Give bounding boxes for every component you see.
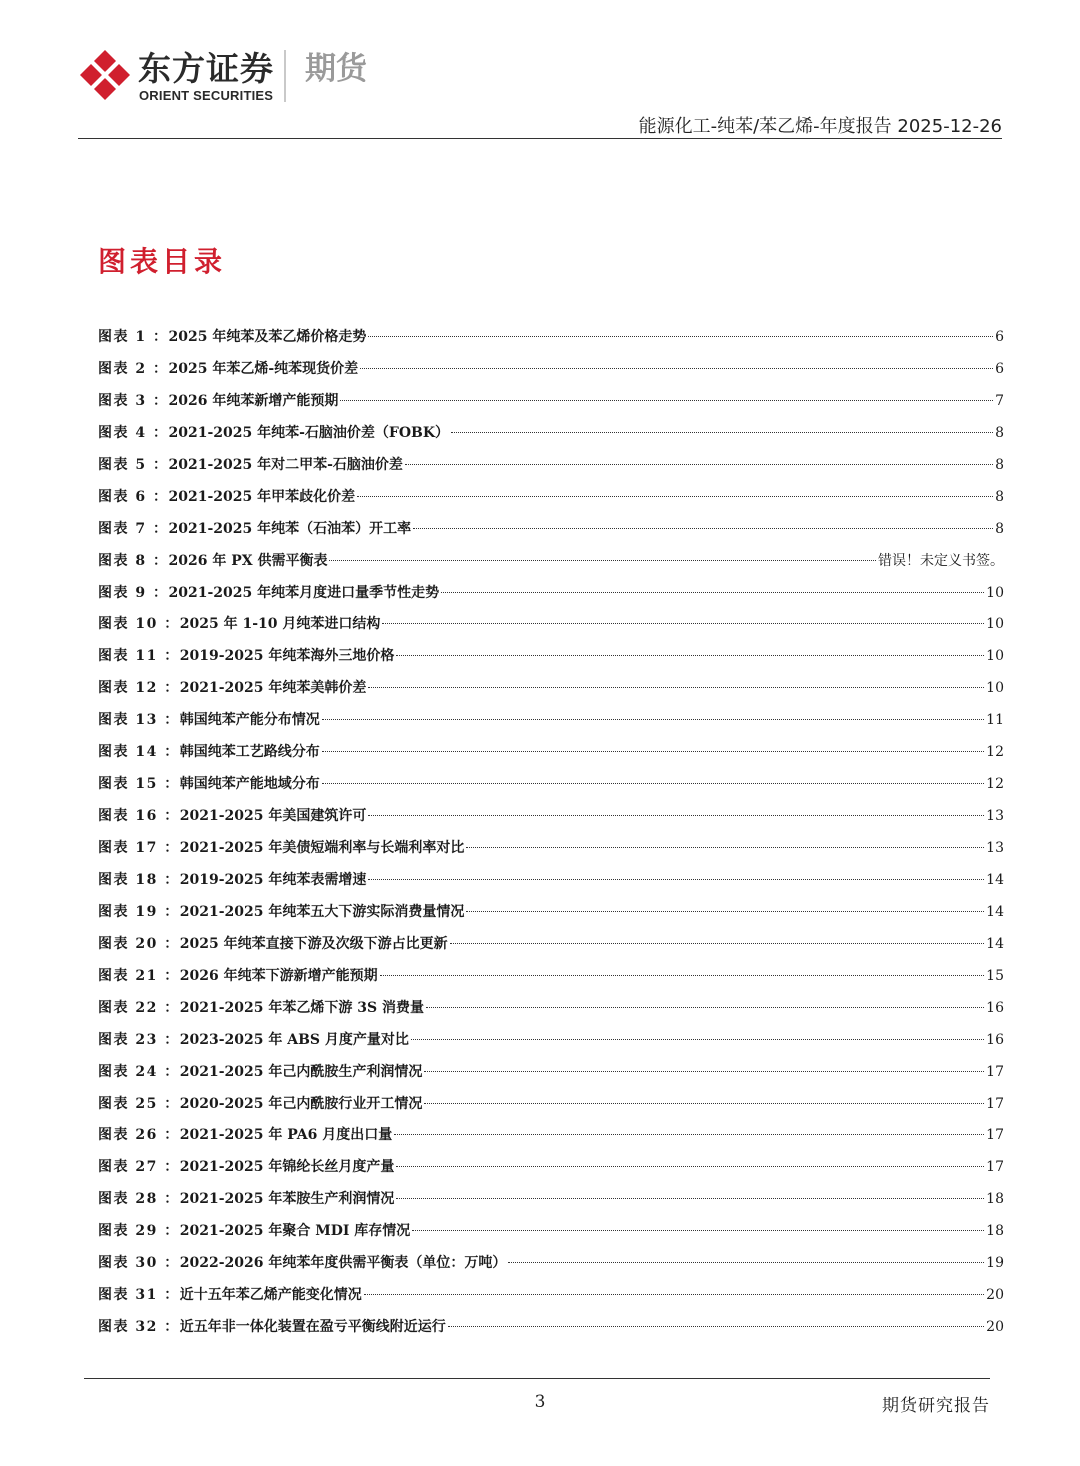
toc-entry-leader bbox=[396, 1198, 984, 1199]
toc-entry[interactable] bbox=[98, 801, 1004, 833]
toc-entry[interactable] bbox=[98, 322, 1004, 354]
toc-entry-page: 8 bbox=[995, 520, 1004, 537]
toc-entry-title: 2021-2025 年 PA6 月度出口量 bbox=[179, 1127, 393, 1144]
toc-entry-leader bbox=[368, 336, 993, 337]
toc-entry[interactable] bbox=[98, 705, 1004, 737]
toc-entry-label: 图表 18 ： bbox=[98, 871, 180, 888]
brand-english-name: ORIENT SECURITIES bbox=[139, 88, 274, 103]
toc-entry-page: 18 bbox=[986, 1191, 1004, 1208]
toc-entry-label: 图表 20 ： bbox=[98, 935, 180, 952]
toc-entry-leader bbox=[424, 1103, 984, 1104]
toc-entry-label: 图表 13 ： bbox=[98, 712, 180, 729]
toc-entry-label: 图表 29 ： bbox=[98, 1223, 180, 1240]
toc-entry-page: 17 bbox=[986, 1127, 1004, 1144]
toc-entry-title: 2025 年苯乙烯-纯苯现货价差 bbox=[168, 360, 359, 377]
toc-entry-leader bbox=[322, 783, 984, 784]
toc-entry-leader bbox=[368, 879, 984, 880]
toc-entry-leader bbox=[322, 751, 984, 752]
brand-divider bbox=[284, 50, 286, 102]
toc-entry-leader bbox=[396, 655, 984, 656]
toc-entry-leader bbox=[466, 847, 984, 848]
toc-entry[interactable] bbox=[98, 609, 1004, 641]
toc-entry-page: 7 bbox=[995, 392, 1004, 409]
toc-entry-label: 图表 17 ： bbox=[98, 840, 180, 856]
toc-entry-leader bbox=[426, 1007, 984, 1008]
toc-entry[interactable] bbox=[98, 418, 1004, 450]
toc-entry-title: 2021-2025 年锦纶长丝月度产量 bbox=[179, 1159, 395, 1176]
toc-entry-leader bbox=[368, 815, 984, 816]
toc-entry-leader bbox=[405, 464, 993, 465]
toc-entry[interactable] bbox=[98, 769, 1004, 801]
toc-entry[interactable] bbox=[98, 482, 1004, 514]
toc-entry-title: 2019-2025 年纯苯表需增速 bbox=[179, 871, 367, 888]
toc-entry[interactable] bbox=[98, 1280, 1004, 1312]
toc-entry-label: 图表 3 ： bbox=[98, 392, 169, 409]
toc-entry-page: 13 bbox=[986, 840, 1004, 856]
toc-entry[interactable] bbox=[98, 1057, 1004, 1089]
toc-entry[interactable] bbox=[98, 450, 1004, 482]
toc-entry[interactable] bbox=[98, 1216, 1004, 1248]
toc-entry[interactable] bbox=[98, 1089, 1004, 1121]
page-number: 3 bbox=[534, 1392, 546, 1412]
toc-entry-label: 图表 10 ： bbox=[98, 616, 180, 633]
toc-entry-page: 11 bbox=[986, 712, 1004, 729]
toc-entry-page: 错误！未定义书签。 bbox=[878, 552, 1004, 569]
toc-entry-leader bbox=[329, 560, 876, 561]
toc-entry[interactable] bbox=[98, 514, 1004, 546]
toc-entry[interactable] bbox=[98, 897, 1004, 929]
toc-entry-page: 10 bbox=[986, 584, 1004, 601]
toc-entry[interactable] bbox=[98, 1184, 1004, 1216]
toc-entry[interactable] bbox=[98, 1312, 1004, 1344]
footer-divider bbox=[84, 1378, 990, 1379]
toc-entry-title: 2021-2025 年纯苯（石油苯）开工率 bbox=[168, 520, 412, 537]
header-divider bbox=[78, 138, 1002, 139]
toc-entry-label: 图表 28 ： bbox=[98, 1191, 180, 1208]
toc-entry[interactable] bbox=[98, 929, 1004, 961]
toc-entry-page: 14 bbox=[986, 903, 1004, 920]
toc-entry-page: 8 bbox=[995, 488, 1004, 505]
toc-entry-page: 10 bbox=[986, 648, 1004, 665]
toc-entry-leader bbox=[364, 1294, 984, 1295]
toc-entry-page: 17 bbox=[986, 1159, 1004, 1176]
toc-entry-label: 图表 32 ： bbox=[98, 1319, 180, 1336]
toc-entry-label: 图表 26 ： bbox=[98, 1127, 180, 1144]
toc-entry-page: 15 bbox=[986, 967, 1004, 984]
toc-entry-leader bbox=[451, 432, 993, 433]
toc-entry[interactable] bbox=[98, 1025, 1004, 1057]
toc-entry-label: 图表 25 ： bbox=[98, 1095, 180, 1112]
toc-entry[interactable] bbox=[98, 354, 1004, 386]
toc-entry-label: 图表 16 ： bbox=[98, 808, 180, 825]
toc-entry-page: 10 bbox=[986, 680, 1004, 697]
toc-entry[interactable] bbox=[98, 673, 1004, 705]
toc-entry-leader bbox=[380, 975, 985, 976]
toc-entry-leader bbox=[424, 1071, 984, 1072]
toc-entry[interactable] bbox=[98, 1120, 1004, 1152]
toc-entry-label: 图表 9 ： bbox=[98, 584, 169, 601]
toc-entry-title: 2021-2025 年苯胺生产利润情况 bbox=[179, 1191, 395, 1208]
toc-entry[interactable] bbox=[98, 865, 1004, 897]
toc-entry-title: 2021-2025 年甲苯歧化价差 bbox=[168, 488, 356, 505]
toc-entry[interactable] bbox=[98, 1248, 1004, 1280]
toc-entry-label: 图表 19 ： bbox=[98, 903, 180, 920]
toc-entry-page: 18 bbox=[986, 1223, 1004, 1240]
toc-entry-label: 图表 21 ： bbox=[98, 967, 180, 984]
toc-entry-label: 图表 11 ： bbox=[98, 648, 180, 665]
toc-entry-title: 2021-2025 年对二甲苯-石脑油价差 bbox=[168, 456, 403, 473]
toc-entry-label: 图表 14 ： bbox=[98, 744, 180, 761]
toc-entry-title: 2025 年纯苯及苯乙烯价格走势 bbox=[168, 329, 367, 345]
toc-entry[interactable] bbox=[98, 546, 1004, 578]
report-title: 能源化工-纯苯/苯乙烯-年度报告 2025-12-26 bbox=[638, 116, 1002, 137]
toc-entry[interactable] bbox=[98, 993, 1004, 1025]
toc-list bbox=[98, 322, 1004, 1344]
toc-entry-page: 20 bbox=[986, 1287, 1004, 1304]
toc-title: 图表目录 bbox=[98, 245, 227, 278]
toc-entry-label: 图表 1 ： bbox=[98, 329, 169, 345]
toc-entry-title: 近十五年苯乙烯产能变化情况 bbox=[179, 1287, 362, 1304]
toc-entry[interactable] bbox=[98, 833, 1004, 865]
toc-entry-page: 16 bbox=[986, 999, 1004, 1016]
toc-entry-title: 2021-2025 年纯苯-石脑油价差（FOBK） bbox=[168, 424, 450, 441]
toc-entry-title: 2022-2026 年纯苯年度供需平衡表（单位：万吨） bbox=[179, 1255, 507, 1272]
toc-entry-title: 2026 年纯苯下游新增产能预期 bbox=[179, 967, 378, 984]
toc-entry-page: 10 bbox=[986, 616, 1004, 633]
toc-entry-leader bbox=[508, 1262, 984, 1263]
toc-entry-label: 图表 8 ： bbox=[98, 552, 169, 569]
toc-entry-leader bbox=[396, 1166, 984, 1167]
toc-entry[interactable] bbox=[98, 1152, 1004, 1184]
toc-entry-label: 图表 22 ： bbox=[98, 999, 180, 1016]
toc-entry-leader bbox=[360, 368, 993, 369]
toc-entry-title: 2021-2025 年聚合 MDI 库存情况 bbox=[179, 1223, 411, 1240]
toc-entry-label: 图表 23 ： bbox=[98, 1031, 180, 1048]
toc-entry-title: 2021-2025 年纯苯美韩价差 bbox=[179, 680, 367, 697]
toc-entry-leader bbox=[466, 911, 984, 912]
toc-entry-title: 韩国纯苯工艺路线分布 bbox=[179, 744, 320, 761]
toc-entry-page: 13 bbox=[986, 808, 1004, 825]
toc-entry-title: 近五年非一体化装置在盈亏平衡线附近运行 bbox=[179, 1319, 446, 1336]
toc-entry-page: 17 bbox=[986, 1095, 1004, 1112]
toc-entry-title: 韩国纯苯产能地域分布 bbox=[179, 776, 320, 793]
toc-entry-leader bbox=[412, 1230, 984, 1231]
toc-entry-title: 2026 年 PX 供需平衡表 bbox=[168, 552, 328, 569]
toc-entry-title: 韩国纯苯产能分布情况 bbox=[179, 712, 320, 729]
toc-entry-page: 17 bbox=[986, 1063, 1004, 1080]
toc-entry[interactable] bbox=[98, 578, 1004, 610]
footer-label: 期货研究报告 bbox=[882, 1396, 990, 1416]
toc-entry[interactable] bbox=[98, 641, 1004, 673]
toc-entry-page: 12 bbox=[986, 776, 1004, 793]
toc-entry-leader bbox=[357, 496, 993, 497]
toc-entry-page: 20 bbox=[986, 1319, 1004, 1336]
toc-entry[interactable] bbox=[98, 737, 1004, 769]
toc-entry-title: 2023-2025 年 ABS 月度产量对比 bbox=[179, 1031, 409, 1048]
toc-entry-leader bbox=[394, 1134, 984, 1135]
toc-entry-leader bbox=[448, 1326, 984, 1327]
toc-entry-label: 图表 7 ： bbox=[98, 520, 169, 537]
toc-entry-page: 8 bbox=[995, 424, 1004, 441]
toc-entry-label: 图表 30 ： bbox=[98, 1255, 180, 1272]
toc-entry-label: 图表 6 ： bbox=[98, 488, 169, 505]
toc-entry-title: 2021-2025 年美国建筑许可 bbox=[179, 808, 367, 825]
toc-entry-leader bbox=[340, 400, 993, 401]
toc-entry-label: 图表 5 ： bbox=[98, 456, 169, 473]
toc-entry-title: 2025 年纯苯直接下游及次级下游占比更新 bbox=[179, 935, 448, 952]
toc-entry-leader bbox=[411, 1039, 984, 1040]
toc-entry-title: 2019-2025 年纯苯海外三地价格 bbox=[179, 648, 395, 665]
toc-entry-page: 6 bbox=[995, 360, 1004, 377]
toc-entry-title: 2021-2025 年纯苯五大下游实际消费量情况 bbox=[179, 903, 465, 920]
toc-entry-page: 8 bbox=[995, 456, 1004, 473]
toc-entry-title: 2021-2025 年己内酰胺生产利润情况 bbox=[179, 1063, 423, 1080]
toc-entry-leader bbox=[441, 592, 984, 593]
toc-entry-label: 图表 12 ： bbox=[98, 680, 180, 697]
toc-entry-label: 图表 4 ： bbox=[98, 424, 169, 441]
toc-entry-leader bbox=[368, 687, 984, 688]
toc-entry-label: 图表 31 ： bbox=[98, 1287, 180, 1304]
brand-name: 东方证券 bbox=[138, 49, 274, 88]
toc-entry-leader bbox=[413, 528, 993, 529]
toc-entry-label: 图表 27 ： bbox=[98, 1159, 180, 1176]
toc-entry-leader bbox=[322, 719, 984, 720]
toc-entry-page: 16 bbox=[986, 1031, 1004, 1048]
toc-entry-page: 19 bbox=[986, 1255, 1004, 1272]
toc-entry-label: 图表 2 ： bbox=[98, 360, 169, 377]
toc-entry[interactable] bbox=[98, 386, 1004, 418]
toc-entry-title: 2025 年 1-10 月纯苯进口结构 bbox=[179, 616, 381, 633]
toc-entry-page: 6 bbox=[995, 329, 1004, 345]
toc-entry-leader bbox=[450, 943, 985, 944]
toc-entry-page: 14 bbox=[986, 935, 1004, 952]
toc-entry-title: 2021-2025 年美债短端利率与长端利率对比 bbox=[179, 840, 465, 856]
toc-entry-title: 2020-2025 年己内酰胺行业开工情况 bbox=[179, 1095, 423, 1112]
toc-entry-leader bbox=[382, 623, 984, 624]
toc-entry-title: 2026 年纯苯新增产能预期 bbox=[168, 392, 339, 409]
brand-subdivision: 期货 bbox=[305, 51, 367, 87]
orient-securities-logo-icon bbox=[78, 48, 132, 102]
toc-entry[interactable] bbox=[98, 961, 1004, 993]
toc-entry-page: 14 bbox=[986, 871, 1004, 888]
toc-entry-label: 图表 24 ： bbox=[98, 1063, 180, 1080]
toc-entry-title: 2021-2025 年苯乙烯下游 3S 消费量 bbox=[179, 999, 424, 1016]
toc-entry-label: 图表 15 ： bbox=[98, 776, 180, 793]
toc-entry-title: 2021-2025 年纯苯月度进口量季节性走势 bbox=[168, 584, 440, 601]
toc-entry-page: 12 bbox=[986, 744, 1004, 761]
